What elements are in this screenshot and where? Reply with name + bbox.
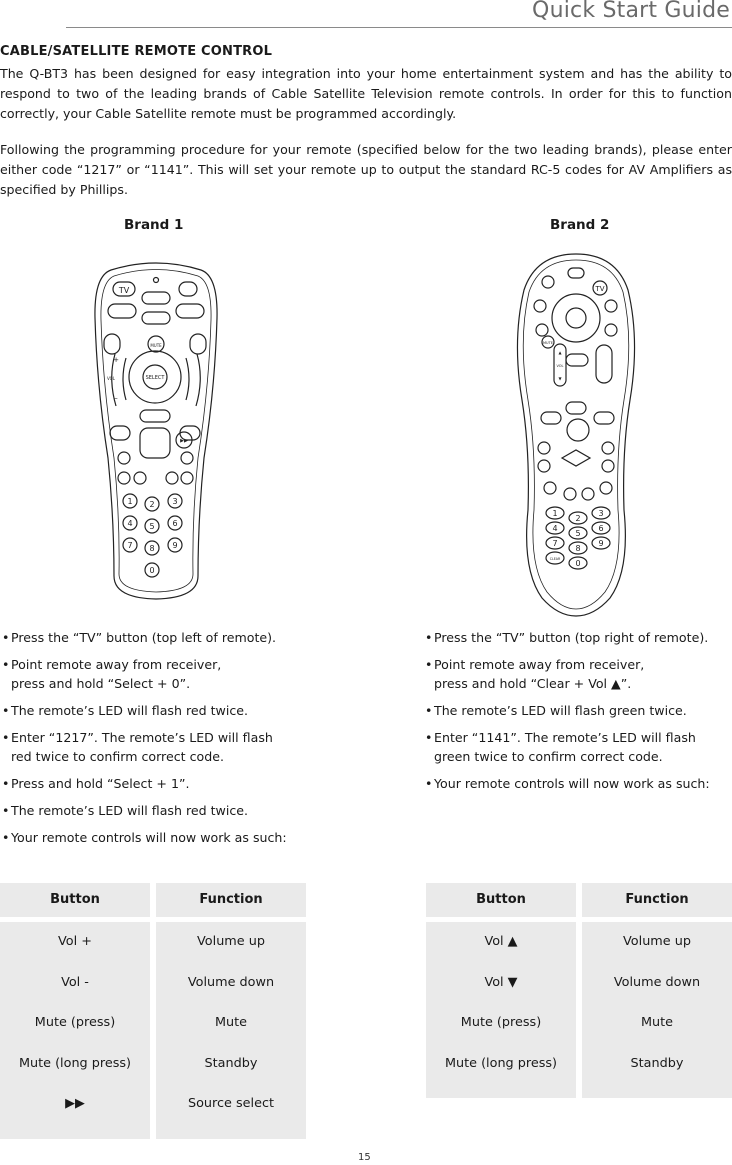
page-number: 15 (358, 1152, 371, 1163)
svg-text:0: 0 (149, 566, 155, 575)
step-item: • The remote’s LED will flash green twice. (425, 701, 732, 720)
function-column (582, 922, 732, 1098)
svg-text:VOL: VOL (556, 364, 564, 368)
svg-text:CLEAR: CLEAR (549, 557, 561, 561)
table-cell: Volume down (613, 974, 701, 990)
intro-paragraph: The Q-BT3 has been designed for easy integration into your home entertainment system and has the ability to respond to two of the leading brands of Cable Satellite Television remote controls. In order for this to function correctly, your Cable Satellite remote must be programmed accordingly. (0, 66, 732, 121)
table-cell: Mute (press) (34, 1015, 116, 1030)
instruction-paragraph: Following the programming procedure for your remote (specified below for the two leading brands), please enter either code “1217” or “1141”. This will set your remote up to output the standard RC-5 codes for AV Amplifiers as specified by Phillips. (0, 142, 732, 197)
svg-text:0: 0 (575, 559, 581, 568)
button-column (0, 922, 150, 1139)
svg-text:2: 2 (575, 514, 581, 523)
table-cell: Standby (204, 1055, 258, 1071)
table-cell: Volume up (623, 934, 691, 949)
svg-text:1: 1 (127, 497, 133, 506)
step-item: • Enter “1217”. The remote’s LED will flash red twice to confirm correct code. (2, 728, 332, 766)
header-rule (66, 27, 732, 28)
table-cell: Volume up (197, 934, 265, 949)
svg-text:TV: TV (595, 285, 605, 293)
table-header (426, 883, 732, 917)
brand-1-function-table (0, 883, 306, 1139)
step-item: • Press and hold “Select + 1”. (2, 774, 332, 793)
svg-text:4: 4 (552, 524, 558, 533)
table-cell: Standby (630, 1055, 684, 1071)
step-item: • Press the “TV” button (top right of remote). (425, 628, 732, 647)
column-header-function: Function (582, 883, 732, 917)
svg-text:4: 4 (127, 519, 133, 528)
svg-text:7: 7 (552, 539, 558, 548)
brand-2-steps (425, 628, 732, 801)
table-body (426, 922, 732, 1098)
svg-text:▼: ▼ (558, 376, 562, 381)
column-header-function: Function (156, 883, 306, 917)
table-cell: Mute (640, 1015, 674, 1030)
table-cell: Mute (press) (460, 1015, 542, 1030)
svg-text:6: 6 (598, 524, 604, 533)
svg-text:8: 8 (575, 544, 581, 553)
svg-text:MUTE: MUTE (543, 341, 553, 345)
table-cell: Volume down (187, 974, 275, 990)
svg-text:5: 5 (149, 522, 155, 531)
column-header-button: Button (426, 883, 576, 917)
svg-text:–: – (114, 394, 118, 402)
table-cell: Mute (long press) (18, 1055, 132, 1071)
svg-text:TV: TV (118, 286, 130, 295)
step-item: • The remote’s LED will flash red twice. (2, 801, 332, 820)
svg-text:8: 8 (149, 544, 155, 553)
svg-text:▲: ▲ (558, 350, 562, 355)
step-item: • Enter “1141”. The remote’s LED will flash green twice to confirm correct code. (425, 728, 732, 766)
step-item: • Your remote controls will now work as such: (425, 774, 732, 793)
svg-text:3: 3 (598, 509, 604, 518)
section-title: CABLE/SATELLITE REMOTE CONTROL (0, 44, 273, 59)
svg-text:VOL: VOL (106, 376, 116, 381)
button-column (426, 922, 576, 1098)
svg-text:1: 1 (552, 509, 558, 518)
table-body (0, 922, 306, 1139)
step-item: • Point remote away from receiver, press and hold “Clear + Vol ▲”. (425, 655, 732, 693)
svg-text:2: 2 (149, 500, 155, 509)
brand-1-title: Brand 1 (124, 217, 184, 233)
svg-text:3: 3 (172, 497, 178, 506)
brand-2-function-table (426, 883, 732, 1098)
svg-text:6: 6 (172, 519, 178, 528)
table-cell: Vol ▼ (484, 974, 518, 990)
svg-text:+: + (113, 356, 119, 364)
svg-text:9: 9 (598, 539, 604, 548)
table-cell: Vol + (58, 934, 92, 949)
brand-2-title: Brand 2 (550, 217, 610, 233)
svg-text:MUTE: MUTE (150, 343, 162, 348)
step-item: • Press the “TV” button (top left of remote). (2, 628, 332, 647)
table-header (0, 883, 306, 917)
page-title: Quick Start Guide (532, 0, 730, 23)
brand-1-remote-illustration (86, 258, 226, 604)
column-header-button: Button (0, 883, 150, 917)
step-item: • Point remote away from receiver, press and hold “Select + 0”. (2, 655, 332, 693)
table-cell: Mute (214, 1015, 248, 1030)
svg-text:7: 7 (127, 541, 133, 550)
brand-1-steps (2, 628, 332, 855)
table-cell: Source select (187, 1096, 275, 1111)
table-cell: Vol ▲ (484, 934, 518, 949)
brand-2-remote-illustration (508, 250, 644, 618)
svg-text:9: 9 (172, 541, 178, 550)
step-item: • The remote’s LED will flash red twice. (2, 701, 332, 720)
table-cell: Vol - (61, 974, 89, 990)
table-cell: ▶▶ (65, 1096, 85, 1111)
table-cell: Mute (long press) (444, 1055, 558, 1071)
function-column (156, 922, 306, 1139)
svg-text:5: 5 (575, 529, 581, 538)
step-item: • Your remote controls will now work as such: (2, 828, 332, 847)
svg-text:▶▶: ▶▶ (180, 438, 188, 444)
svg-text:SELECT: SELECT (145, 375, 165, 381)
